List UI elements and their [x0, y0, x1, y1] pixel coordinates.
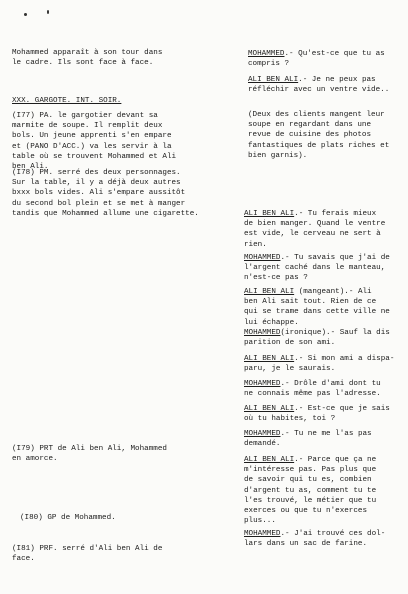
speaker-name: MOHAMMED [248, 50, 285, 58]
shot-178: (I78) PM. serré des deux personnages. Sur la table, il y a déjà deux autres bxxx bols vides. Ali s'empare aussitôt du second bol plein et se met à manger tandis que Mohammed allume une cigarette. [12, 169, 199, 218]
dialogue-5 [244, 287, 390, 328]
dialogue-line: .- Si mon ami a dispa- paru, je le saurais. [244, 355, 395, 374]
speaker-name: ALI BEN ALI [244, 288, 295, 296]
dialogue-line: .- Drôle d'ami dont tu ne connais même pas l'adresse. [244, 380, 381, 399]
speaker-name: MOHAMMED [244, 380, 281, 388]
page-speck [47, 10, 49, 14]
dialogue-3 [244, 209, 385, 250]
speaker-name: MOHAMMED [244, 329, 281, 337]
shot-181: (I81) PRF. serré d'Ali ben Ali de face. [12, 545, 163, 564]
dialogue-line: .- Est-ce que je sais où tu habites, toi ? [244, 405, 390, 424]
dialogue-line: .- J'ai trouvé ces dol- lars dans un sac de farine. [244, 530, 386, 549]
dialogue-line: .- Parce que ça ne m'intéresse pas. Pas plus que de savoir qui tu es, combien d'argent tu as, comment tu te l'es trouvé, le métier que tu exerces ou que tu n'exerces plus... [244, 456, 377, 526]
dialogue-line: (mangeant).- Ali ben Ali sait tout. Rien de ce qui se trame dans cette ville ne lui échappe. [244, 288, 390, 327]
speaker-name: MOHAMMED [244, 254, 281, 262]
dialogue-10 [244, 429, 372, 449]
dialogue-12 [244, 529, 385, 549]
scene-heading: XXX. GARGOTE. INT. SOIR. [12, 97, 122, 105]
dialogue-7 [244, 354, 394, 374]
dialogue-line: (ironique).- Sauf la dis parition de son ami. [244, 329, 390, 348]
dialogue-line: .- Tu savais que j'ai de l'argent caché dans le manteau, n'est-ce pas ? [244, 254, 390, 283]
speaker-name: ALI BEN ALI [244, 456, 295, 464]
speaker-name: ALI BEN ALI [244, 405, 295, 413]
intro-action: Mohammed apparaît à son tour dans le cadre. Ils sont face à face. [12, 49, 163, 68]
shot-177: (I77) PA. le gargotier devant sa marmite de soupe. Il remplit deux bols. Un jeune apprenti s'en empare et (PANO D'ACC.) va les servir à la table où se trouvent Mohammed et Ali ben Ali. [12, 112, 177, 172]
dialogue-6 [244, 328, 390, 348]
dialogue-line: .- Tu ferais mieux de bien manger. Quand le ventre est vide, le cerveau ne sert à rien. [244, 210, 386, 249]
dialogue-9 [244, 404, 390, 424]
speaker-name: ALI BEN ALI [244, 355, 295, 363]
speaker-name: MOHAMMED [244, 530, 281, 538]
dialogue-2 [248, 75, 389, 95]
speaker-name: MOHAMMED [244, 430, 281, 438]
dialogue-8 [244, 379, 381, 399]
dialogue-1 [248, 49, 385, 69]
shot-180: (I80) GP de Mohammed. [20, 514, 116, 522]
dialogue-line: .- Qu'est-ce que tu as compris ? [248, 50, 385, 69]
dialogue-11 [244, 455, 376, 526]
dialogue-line: .- Tu ne me l'as pas demandé. [244, 430, 372, 449]
stage-direction: (Deux des clients mangent leur soupe en regardant dans une revue de cuisine des photos fantastiques de plats riches et bien garnis). [248, 111, 390, 160]
speaker-name: ALI BEN ALI [244, 210, 295, 218]
dialogue-4 [244, 253, 390, 284]
dialogue-line: .- Je ne peux pas réfléchir avec un ventre vide.. [248, 76, 390, 95]
speaker-name: ALI BEN ALI [248, 76, 299, 84]
page-speck [24, 13, 27, 16]
shot-179: (I79) PRT de Ali ben Ali, Mohammed en amorce. [12, 445, 167, 464]
